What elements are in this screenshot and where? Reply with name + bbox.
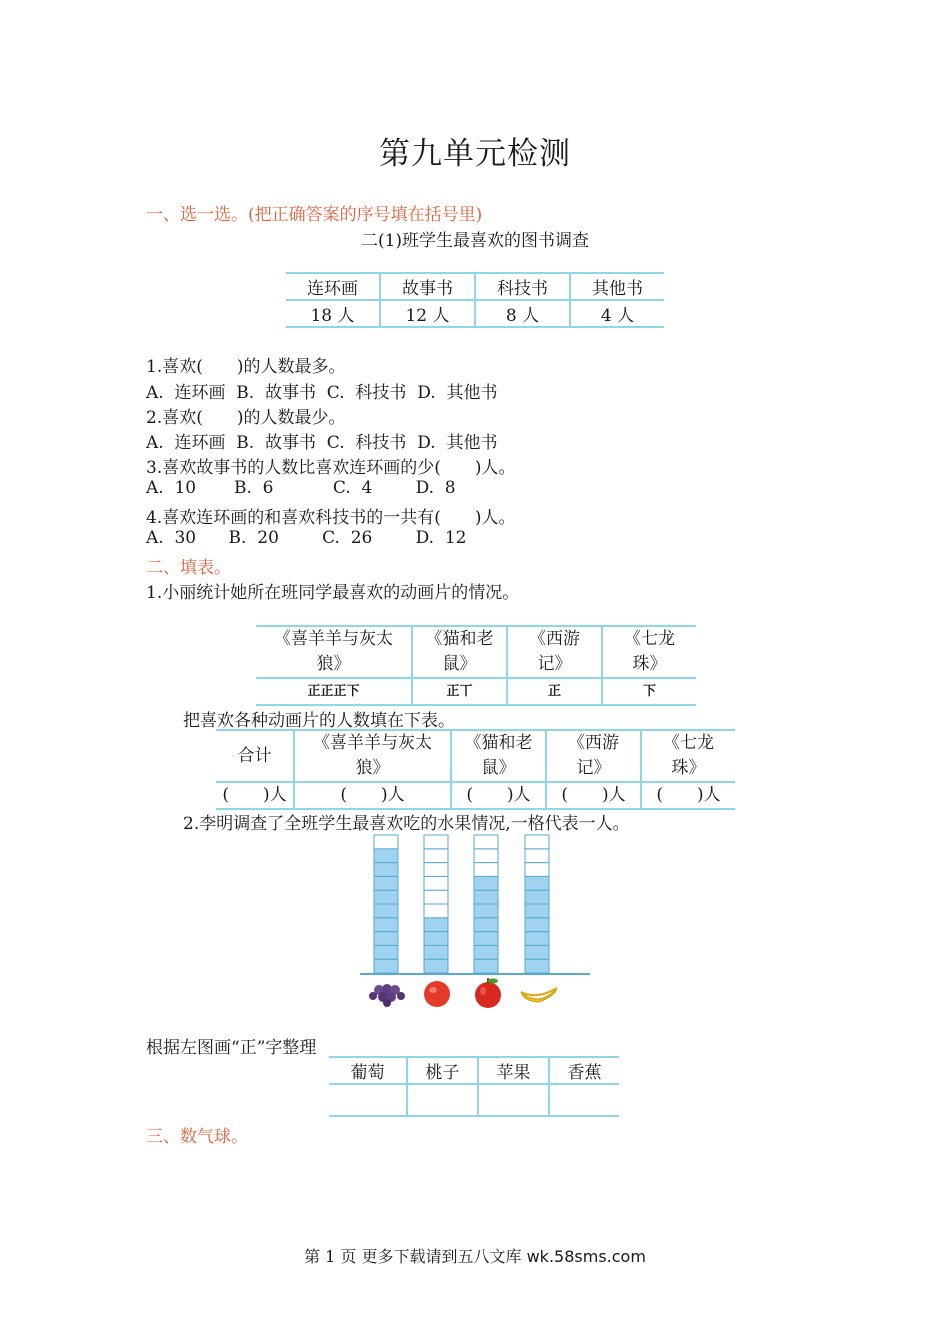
page-footer [0, 1244, 950, 1267]
fruit-tally-table [329, 1056, 619, 1117]
bar-column-香蕉 [525, 835, 549, 973]
bar-cell-empty [525, 849, 549, 863]
bar-cell-filled [374, 863, 398, 877]
table-cell: 18 人 [286, 300, 380, 327]
cartoon-header: 《猫和老 鼠》 [412, 626, 507, 678]
bar-cell-empty [474, 863, 498, 877]
bar-cell-filled [474, 876, 498, 890]
cartoon-header: 《西游 记》 [507, 626, 602, 678]
table-cell: 12 人 [380, 300, 475, 327]
tally-blank[interactable] [407, 1084, 478, 1116]
cartoon-header: 《喜羊羊与灰太 狼》 [256, 626, 412, 678]
bar-cell-filled [374, 876, 398, 890]
bar-cell-empty [424, 835, 448, 849]
bar-cell-filled [424, 918, 448, 932]
question-3-options: A. 10 B. 6 C. 4 D. 8 [146, 478, 456, 498]
apple-icon [475, 978, 501, 1008]
peach-icon [424, 981, 450, 1007]
download-note: 更多下载请到五八文库 wk.58sms.com [356, 1247, 646, 1266]
tally-marks: 正正正下 [256, 678, 412, 705]
bar-cell-filled [374, 959, 398, 973]
tally-prompt: 根据左图画“正”字整理 [146, 1038, 317, 1058]
question-1: 1.喜欢( )的人数最多。 [146, 357, 346, 377]
bar-cell-empty [424, 863, 448, 877]
section-3-heading: 三、数气球。 [146, 1127, 248, 1147]
tally-blank[interactable] [329, 1084, 407, 1116]
bar-cell-filled [474, 932, 498, 946]
banana-icon [521, 988, 557, 1002]
cartoon-header: 《喜羊羊与灰太 狼》 [294, 730, 451, 782]
page-title: 第九单元检测 [379, 136, 571, 172]
bar-cell-empty [424, 876, 448, 890]
bar-cell-filled [374, 918, 398, 932]
bar-cell-filled [474, 890, 498, 904]
table-header: 科技书 [475, 273, 570, 300]
bar-cell-filled [525, 890, 549, 904]
bar-cell-filled [525, 918, 549, 932]
total-header: 合计 [216, 730, 294, 782]
answer-blank[interactable]: ( )人 [641, 782, 735, 809]
fill-instruction: 把喜欢各种动画片的人数填在下表。 [183, 711, 455, 731]
bar-cell-filled [374, 849, 398, 863]
table-header: 故事书 [380, 273, 475, 300]
answer-blank[interactable]: ( )人 [294, 782, 451, 809]
bar-cell-empty [525, 863, 549, 877]
cartoon-header: 《七龙 珠》 [641, 730, 735, 782]
bar-cell-filled [374, 932, 398, 946]
question-2-options: A. 连环画 B. 故事书 C. 科技书 D. 其他书 [146, 433, 498, 453]
answer-blank[interactable]: ( )人 [546, 782, 641, 809]
bar-cell-empty [424, 904, 448, 918]
cartoon-header: 《猫和老 鼠》 [451, 730, 546, 782]
cartoon-tally-table [256, 625, 696, 706]
bar-cell-filled [474, 904, 498, 918]
section-2-heading: 二、填表。 [146, 558, 231, 578]
question-3: 3.喜欢故事书的人数比喜欢连环画的少( )人。 [146, 458, 516, 478]
table-header: 其他书 [570, 273, 664, 300]
bar-cell-filled [374, 904, 398, 918]
table-cell: 8 人 [475, 300, 570, 327]
bar-column-苹果 [474, 835, 498, 973]
grapes-icon [369, 984, 405, 1007]
cartoon-header: 《西游 记》 [546, 730, 641, 782]
answer-blank[interactable]: ( )人 [451, 782, 546, 809]
book-survey-table [286, 272, 664, 328]
tally-blank[interactable] [549, 1084, 619, 1116]
answer-blank[interactable]: ( )人 [216, 782, 294, 809]
fruit-header: 苹果 [478, 1057, 549, 1084]
tally-marks: 正 [507, 678, 602, 705]
cartoon-count-table [216, 729, 735, 810]
question-4-options: A. 30 B. 20 C. 26 D. 12 [146, 528, 467, 548]
page-number: 第 1 页 [304, 1247, 357, 1266]
bar-cell-filled [474, 945, 498, 959]
bar-column-葡萄 [374, 835, 398, 973]
fruit-header: 桃子 [407, 1057, 478, 1084]
bar-cell-filled [474, 918, 498, 932]
bar-cell-filled [525, 904, 549, 918]
tally-blank[interactable] [478, 1084, 549, 1116]
tally-marks: 下 [602, 678, 696, 705]
bar-cell-filled [525, 932, 549, 946]
bar-cell-empty [424, 849, 448, 863]
bar-cell-filled [525, 945, 549, 959]
tally-marks: 正丅 [412, 678, 507, 705]
table-header: 连环画 [286, 273, 380, 300]
book-survey-caption: 二(1)班学生最喜欢的图书调查 [360, 231, 590, 251]
fruit-header: 香蕉 [549, 1057, 619, 1084]
section-1-heading: 一、选一选。(把正确答案的序号填在括号里) [146, 205, 483, 225]
bar-cell-empty [525, 835, 549, 849]
bar-cell-empty [474, 849, 498, 863]
bar-cell-filled [424, 959, 448, 973]
bar-cell-filled [525, 876, 549, 890]
bar-cell-filled [424, 932, 448, 946]
bar-cell-filled [374, 890, 398, 904]
bar-cell-filled [424, 945, 448, 959]
question-1-options: A. 连环画 B. 故事书 C. 科技书 D. 其他书 [146, 383, 498, 403]
fruit-question: 2.李明调查了全班学生最喜欢吃的水果情况,一格代表一人。 [183, 814, 630, 834]
bar-cell-empty [374, 835, 398, 849]
bar-cell-filled [525, 959, 549, 973]
cartoon-question: 1.小丽统计她所在班同学最喜欢的动画片的情况。 [146, 583, 520, 603]
fruit-bar-chart [355, 828, 595, 1018]
fruit-header: 葡萄 [329, 1057, 407, 1084]
question-4: 4.喜欢连环画的和喜欢科技书的一共有( )人。 [146, 508, 516, 528]
table-cell: 4 人 [570, 300, 664, 327]
bar-cell-empty [424, 890, 448, 904]
question-2: 2.喜欢( )的人数最少。 [146, 408, 346, 428]
bar-cell-empty [474, 835, 498, 849]
bar-cell-filled [474, 959, 498, 973]
bar-cell-filled [374, 945, 398, 959]
cartoon-header: 《七龙 珠》 [602, 626, 696, 678]
bar-column-桃子 [424, 835, 448, 973]
